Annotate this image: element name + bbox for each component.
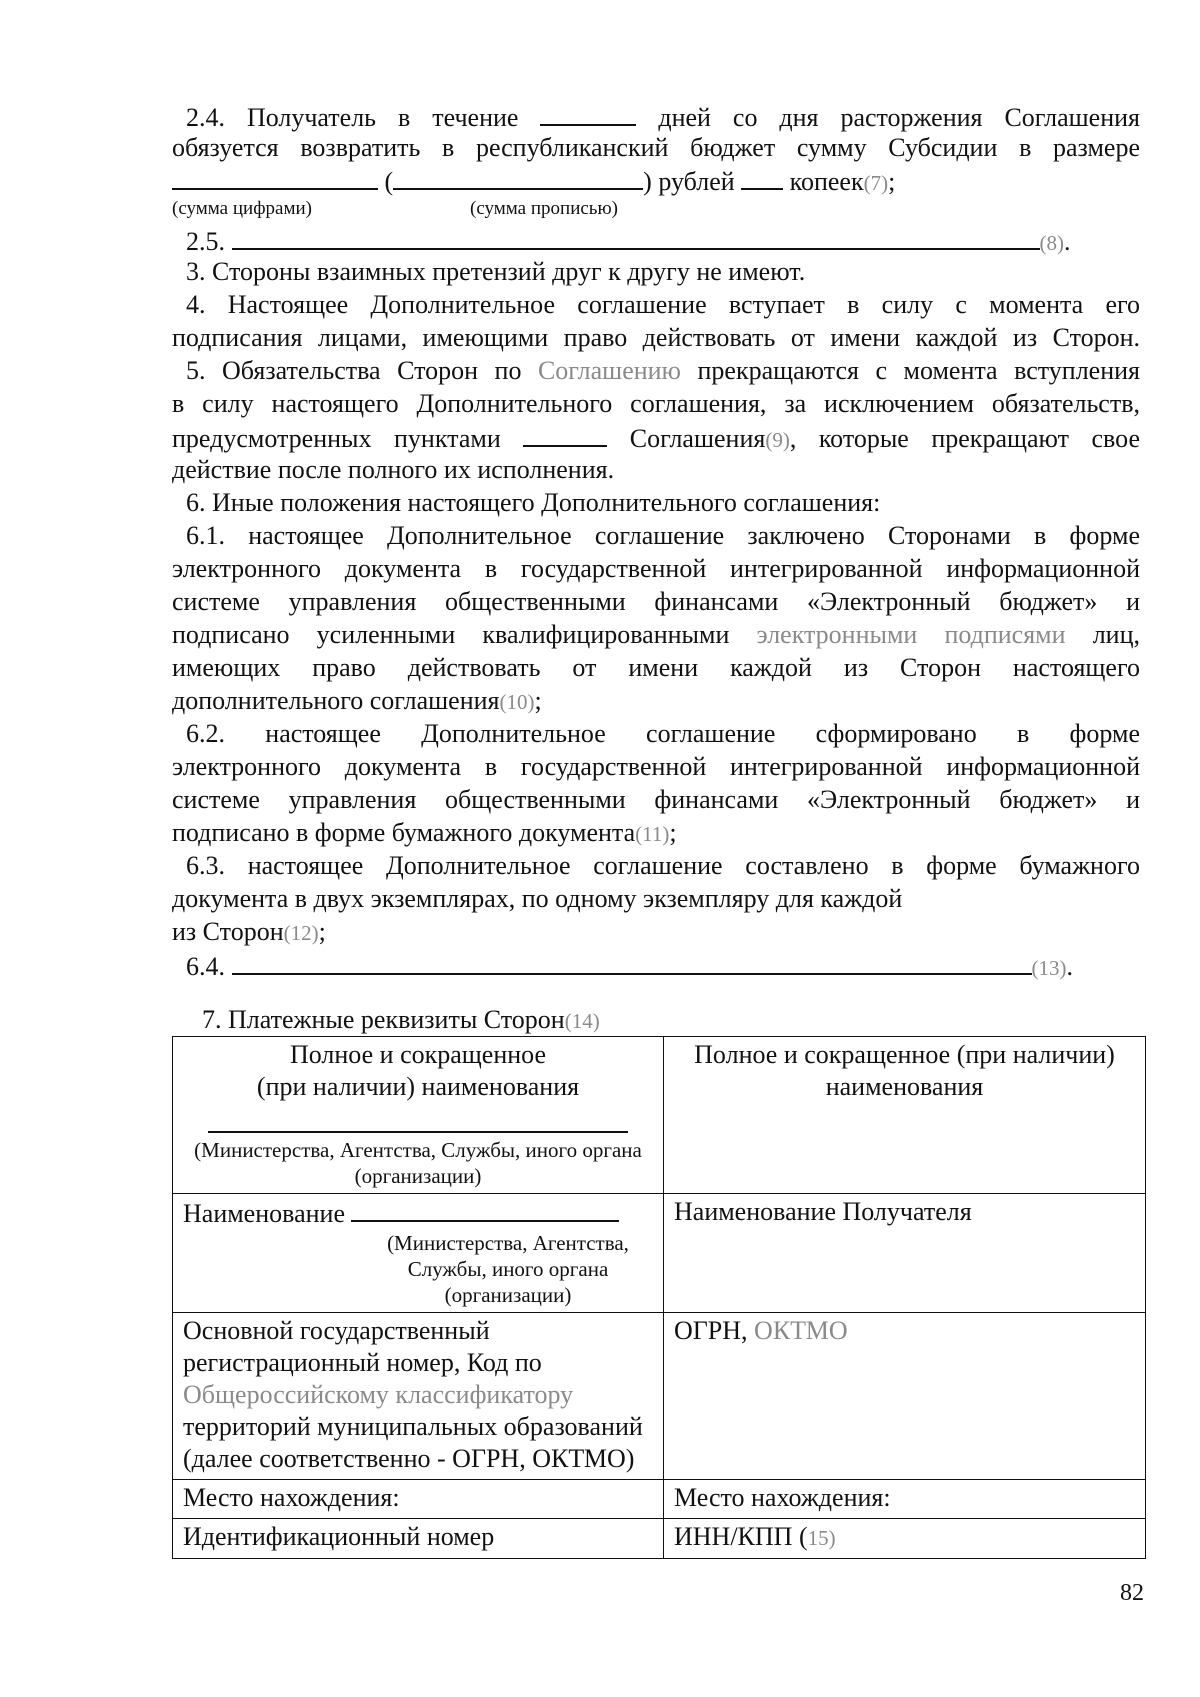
- clause-5-line-2: в силу настоящего Дополнительного соглашения, за исключением обязательств,: [172, 389, 1140, 418]
- text: Полное и сокращенное: [289, 1040, 547, 1069]
- text: ;: [318, 917, 326, 946]
- text: подписано усиленными квалифицированными: [172, 620, 730, 649]
- table-row: [173, 1480, 1146, 1519]
- text: 7. Платежные реквизиты Сторон: [202, 1005, 565, 1034]
- text: ) рублей: [643, 167, 735, 196]
- clauses-blank: [523, 421, 607, 447]
- clause-6-1-line-3: системе управления общественными финансами «Электронный бюджет» и: [172, 587, 1140, 616]
- footnote-ref: (9): [765, 428, 790, 452]
- clause-6: 6. Иные положения настоящего Дополнительного соглашения:: [186, 488, 881, 517]
- clause-2-4-line-1: [186, 100, 1140, 134]
- table-cell: Наименование Получателя: [664, 1194, 1146, 1313]
- days-blank: [540, 100, 636, 126]
- clause-5-line-3: [172, 421, 1140, 456]
- text: Наименование: [183, 1199, 345, 1228]
- table-cell: Полное и сокращенное (при наличии) наименования: [664, 1037, 1146, 1194]
- table-row: [173, 1194, 1146, 1313]
- text: ;: [888, 167, 896, 196]
- clause-6-2-line-3: системе управления общественными финансами «Электронный бюджет» и: [172, 785, 1140, 814]
- clause-6-3-line-2: документа в двух экземплярах, по одному экземпляру для каждой: [172, 884, 903, 913]
- clause-2-4-line-3: [172, 164, 1140, 199]
- text: копеек: [789, 167, 864, 196]
- ministry-name-blank: [208, 1123, 628, 1133]
- footnote-ref: (8): [1039, 231, 1064, 255]
- clause-6-1-line-6: [172, 685, 1140, 718]
- oktmo-link[interactable]: ОКТМО: [754, 1316, 848, 1345]
- table-cell: [664, 1519, 1146, 1559]
- footnote-ref: (10): [499, 690, 535, 714]
- clause-4-line-1: 4. Настоящее Дополнительное соглашение вступает в силу с момента его: [186, 290, 1140, 319]
- text: (: [384, 167, 394, 196]
- clause-6-3-line-3: [172, 916, 1140, 949]
- clause-6-1-line-2: электронного документа в государственной интегрированной информационной: [172, 554, 1140, 583]
- name-blank: [351, 1196, 619, 1222]
- table-cell: Место нахождения:: [664, 1480, 1146, 1519]
- section-7-title: [202, 1004, 1170, 1037]
- agreement-link[interactable]: Соглашению: [537, 356, 681, 385]
- kopecks-blank: [741, 164, 783, 190]
- classifier-link[interactable]: Общероссийскому классификатору: [183, 1380, 574, 1409]
- text: ;: [534, 686, 542, 715]
- table-cell: Идентификационный номер: [173, 1519, 664, 1559]
- clause-6-2-line-1: 6.2. настоящее Дополнительное соглашение сформировано в форме: [186, 719, 1140, 748]
- table-cell: [173, 1313, 664, 1480]
- text: ОГРН,: [674, 1316, 748, 1345]
- footnote-ref: 15): [807, 1526, 836, 1550]
- sum-words-blank: [393, 164, 643, 190]
- text: ;: [669, 818, 677, 847]
- table-cell: [664, 1313, 1146, 1480]
- footnote-ref: (13): [1031, 956, 1067, 980]
- clause-6-3-line-1: 6.3. настоящее Дополнительное соглашение составлено в форме бумажного: [186, 851, 1140, 880]
- caption-sum-digits: (сумма цифрами): [172, 198, 312, 219]
- text: , которые прекращают свое: [789, 424, 1140, 453]
- text: 6.4.: [186, 952, 225, 981]
- clause-4-line-2: подписания лицами, имеющими право действовать от имени каждой из Сторон.: [172, 323, 1140, 352]
- clause-2-4-line-2: обязуется возвратить в республиканский бюджет сумму Субсидии в размере: [172, 133, 1140, 162]
- electronic-signatures-link[interactable]: электронными подписями: [756, 620, 1066, 649]
- text: дополнительного соглашения: [172, 686, 500, 715]
- clause-2-5-blank: [232, 224, 1040, 250]
- text: 2.4. Получатель в течение: [186, 103, 519, 132]
- table-cell: [173, 1037, 664, 1194]
- clause-6-2-line-4: [172, 817, 1140, 850]
- text: территорий муниципальных образований (далее соответственно - ОГРН, ОКТМО): [183, 1412, 643, 1473]
- payment-details-table: [172, 1036, 1146, 1559]
- table-row: [173, 1519, 1146, 1559]
- table-row: [173, 1313, 1146, 1480]
- footnote-ref: (7): [863, 171, 889, 195]
- table-row: [173, 1037, 1146, 1194]
- page-number: 82: [1120, 1580, 1144, 1606]
- footnote-ref: (12): [283, 921, 319, 945]
- clause-6-4: [186, 949, 1140, 984]
- text: дней со дня расторжения Соглашения: [658, 103, 1140, 132]
- table-cell: [173, 1194, 664, 1313]
- text: ИНН/КПП (: [674, 1522, 808, 1551]
- clause-6-2-line-2: электронного документа в государственной интегрированной информационной: [172, 752, 1140, 781]
- clause-6-1-line-1: 6.1. настоящее Дополнительное соглашение заключено Сторонами в форме: [186, 521, 1140, 550]
- clause-3: 3. Стороны взаимных претензий друг к другу не имеют.: [186, 257, 806, 286]
- footnote-ref: (14): [564, 1009, 600, 1033]
- text: 5. Обязательства Сторон по: [186, 356, 522, 385]
- text: .: [1066, 952, 1073, 981]
- text: лиц,: [1092, 620, 1140, 649]
- caption-sum-words: (сумма прописью): [470, 198, 618, 219]
- caption: (Министерства, Агентства, Службы, иного органа (организации): [194, 1138, 642, 1188]
- caption: (Министерства, Агентства, Службы, иного органа (организации): [387, 1231, 629, 1307]
- clause-5-line-1: [186, 355, 1140, 387]
- text: прекращаются с момента вступления: [697, 356, 1140, 385]
- text: из Сторон: [172, 917, 284, 946]
- text: подписано в форме бумажного документа: [172, 818, 636, 847]
- text: 2.5.: [186, 227, 225, 256]
- sum-digits-blank: [172, 164, 378, 190]
- footnote-ref: (11): [635, 822, 670, 846]
- text: .: [1064, 227, 1071, 256]
- text: Основной государственный регистрационный номер, Код по: [183, 1316, 542, 1377]
- text: (при наличии) наименования: [256, 1072, 580, 1101]
- clause-5-line-4: действие после полного их исполнения.: [172, 455, 615, 484]
- clause-6-1-line-4: [172, 619, 1140, 651]
- table-cell: Место нахождения:: [173, 1480, 664, 1519]
- clause-6-1-line-5: имеющих право действовать от имени каждой из Сторон настоящего: [172, 653, 1140, 682]
- text: предусмотренных пунктами: [172, 424, 501, 453]
- text: Соглашения: [629, 424, 766, 453]
- clause-2-5: [186, 224, 1140, 259]
- clause-6-4-blank: [232, 949, 1032, 975]
